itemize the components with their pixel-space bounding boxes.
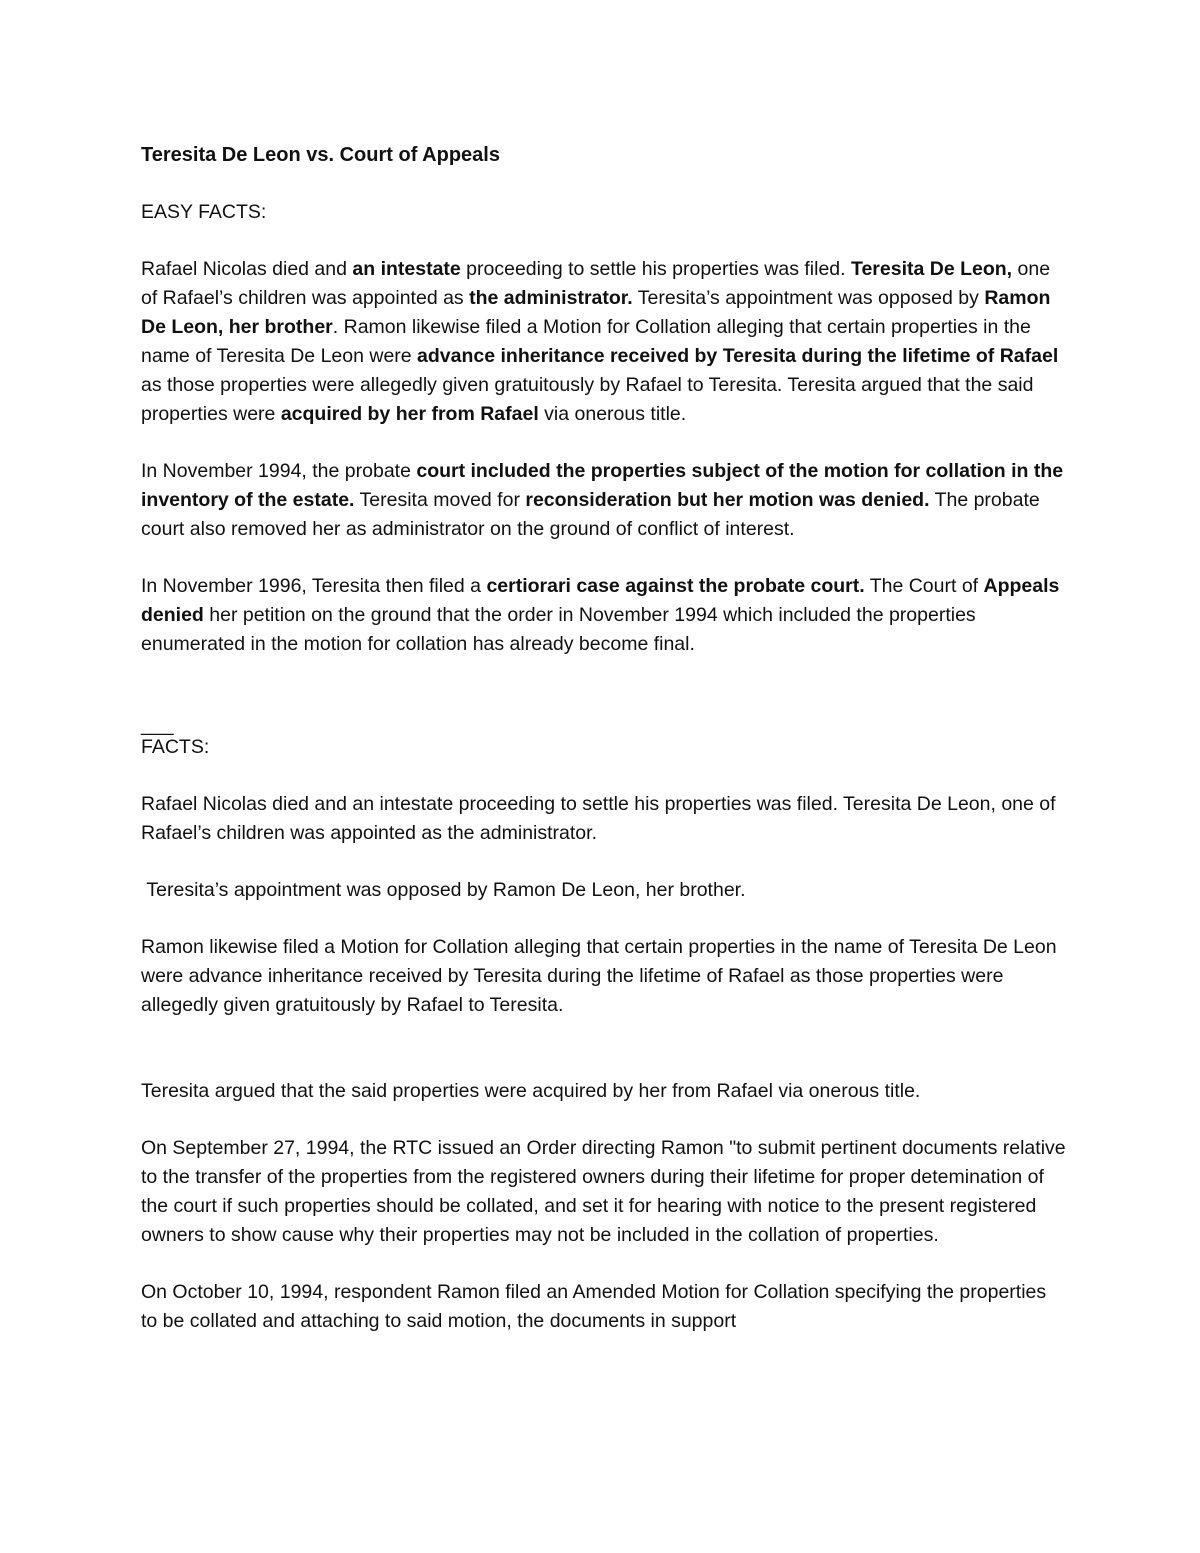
text-run: Teresita moved for bbox=[354, 489, 526, 511]
bold-text-run: acquired by her from Rafael bbox=[280, 403, 539, 425]
text-run: Teresita’s appointment was opposed by bbox=[632, 287, 985, 309]
facts-paragraph-6: On October 10, 1994, respondent Ramon filed an Amended Motion for Collation specifying the properties to be collated and attaching to said motion, the documents in support bbox=[141, 1281, 1047, 1332]
text-run: via onerous title. bbox=[538, 403, 687, 425]
easy-facts-paragraph-2 bbox=[141, 457, 1066, 544]
facts-heading: FACTS: bbox=[141, 736, 210, 758]
document-body bbox=[141, 141, 1066, 1336]
text-run: one of Rafael’s children was appointed as bbox=[141, 258, 1051, 309]
section-divider: ___ bbox=[141, 714, 174, 736]
bold-text-run: Ramon De Leon, her brother bbox=[141, 287, 1051, 338]
easy-facts-heading: EASY FACTS: bbox=[141, 201, 267, 223]
bold-text-run: the administrator. bbox=[469, 287, 633, 309]
text-run: In November 1994, the probate bbox=[141, 460, 417, 482]
bold-text-run: court included the properties subject of the motion for collation in the inventory of the estate. bbox=[141, 460, 1064, 511]
text-run: The Court of bbox=[864, 575, 984, 597]
bold-text-run: advance inheritance received by Teresita during the lifetime of Rafael bbox=[417, 345, 1059, 367]
facts-paragraph-4: Teresita argued that the said properties were acquired by her from Rafael via onerous title. bbox=[141, 1080, 921, 1102]
bold-text-run: Teresita De Leon, bbox=[850, 258, 1013, 280]
text-run: Rafael Nicolas died and bbox=[141, 258, 353, 280]
facts-paragraph-3: Ramon likewise filed a Motion for Collation alleging that certain properties in the name of Teresita De Leon were advance inheritance received by Teresita during the lifetime of Rafael as those properties were allegedly given gratuitously by Rafael to Teresita. bbox=[141, 936, 1057, 1016]
facts-paragraph-2: Teresita’s appointment was opposed by Ramon De Leon, her brother. bbox=[141, 879, 746, 901]
text-run: In November 1996, Teresita then filed a bbox=[141, 575, 487, 597]
text-run: proceeding to settle his properties was filed. bbox=[460, 258, 851, 280]
easy-facts-paragraph-3 bbox=[141, 572, 1066, 659]
facts-paragraph-1: Rafael Nicolas died and an intestate proceeding to settle his properties was filed. Teresita De Leon, one of Rafael’s children was appointed as the administrator. bbox=[141, 793, 1056, 844]
facts-paragraph-5: On September 27, 1994, the RTC issued an Order directing Ramon "to submit pertinent documents relative to the transfer of the properties from the registered owners during their lifetime for proper detemination of the court if such properties should be collated, and set it for hearing with notice to the present registered owners to show cause why their properties may not be included in the collation of properties. bbox=[141, 1137, 1066, 1246]
bold-text-run: Appeals denied bbox=[141, 575, 1060, 626]
document-title: Teresita De Leon vs. Court of Appeals bbox=[141, 144, 500, 166]
easy-facts-paragraph-1 bbox=[141, 255, 1066, 429]
bold-text-run: certiorari case against the probate court. bbox=[486, 575, 865, 597]
bold-text-run: an intestate bbox=[352, 258, 461, 280]
text-run: . Ramon likewise filed a Motion for Collation alleging that certain properties in the name of Teresita De Leon were bbox=[141, 316, 1031, 367]
text-run: her petition on the ground that the order in November 1994 which included the properties enumerated in the motion for collation has already become final. bbox=[141, 604, 976, 655]
bold-text-run: reconsideration but her motion was denied. bbox=[525, 489, 930, 511]
text-run: The probate court also removed her as administrator on the ground of conflict of interest. bbox=[141, 489, 1040, 540]
text-run: as those properties were allegedly given gratuitously by Rafael to Teresita. Teresita argued that the said properties were bbox=[141, 374, 1034, 425]
